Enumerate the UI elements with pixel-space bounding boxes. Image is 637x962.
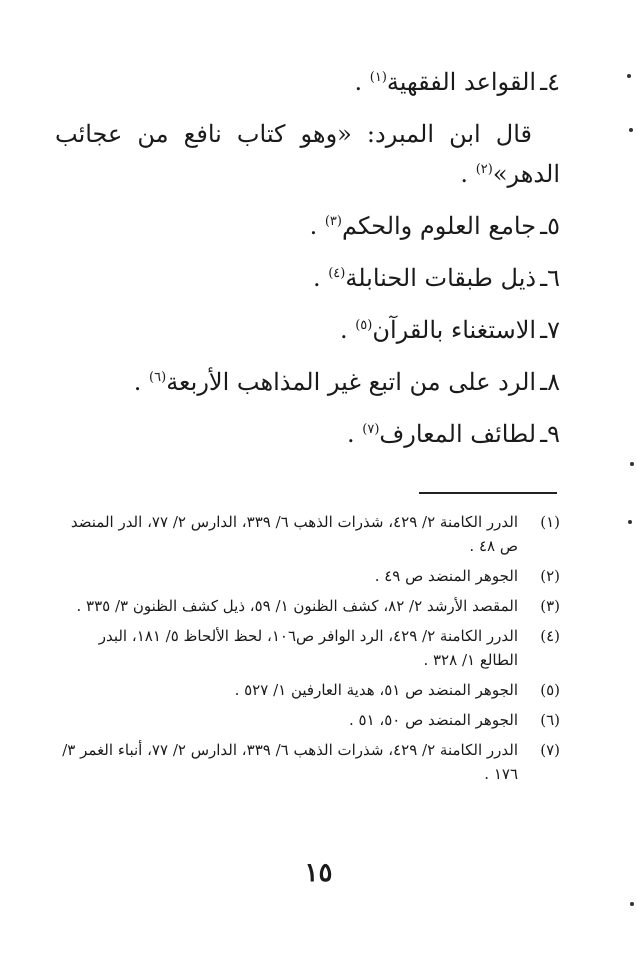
item-title: الاستغناء بالقرآن [372,316,537,344]
list-item-7 [55,310,560,350]
item-number: ٥ـ [540,212,560,240]
footnote-ref: (٣) [324,214,342,229]
footnote-text: الدرر الكامنة ٢/ ٤٢٩، الرد الوافر ص١٠٦، لحظ الألحاظ ٥/ ١٨١، البدر الطالع ١/ ٣٢٨ . [98,627,518,669]
quote-end: . [460,160,476,188]
item-end: . [346,420,363,448]
footnote-separator [419,492,557,494]
item-title: لطائف المعارف [379,420,537,448]
footnote-ref: (٤) [328,266,346,281]
footnote-label: (٤) [540,627,560,645]
footnote-text: الجوهر المنضد ص ٥٠، ٥١ . [348,711,518,729]
footnote-text: الجوهر المنضد ص ٤٩ . [374,567,518,585]
item-number: ٩ـ [540,420,560,448]
footnote-label: (٣) [540,597,560,615]
item-number: ٦ـ [540,264,560,292]
item-end: . [309,212,325,240]
footnote-3 [58,594,560,618]
main-text [55,62,560,466]
list-item-6 [55,258,560,298]
scan-mark [629,128,633,132]
item-number: ٨ـ [540,368,560,396]
item-number: ٧ـ [540,316,560,344]
footnote-ref: (٦) [149,370,167,385]
quote-line-2-text: الدهر» [492,160,560,188]
footnote-7 [58,738,560,786]
footnote-label: (٧) [540,741,560,759]
footnote-text: الدرر الكامنة ٢/ ٤٢٩، شذرات الذهب ٦/ ٣٣٩، الدارس ٢/ ٧٧، الدر المنضد ص ٤٨ . [70,513,518,555]
footnote-text: الدرر الكامنة ٢/ ٤٢٩، شذرات الذهب ٦/ ٣٣٩، الدارس ٢/ ٧٧، أنباء الغمر ٣/ ١٧٦ . [62,741,518,783]
scan-mark [630,462,634,466]
footnote-label: (٥) [540,681,560,699]
quote-line-1: قال ابن المبرد: «وهو كتاب نافع من عجائب [55,120,532,148]
footnote-label: (٢) [540,567,560,585]
footnotes [58,510,560,792]
item-end: . [133,368,150,396]
item-number: ٤ـ [540,68,560,96]
footnote-ref: (٢) [475,162,493,177]
footnote-1 [58,510,560,558]
footnote-label: (٦) [540,711,560,729]
footnote-ref: (٧) [362,422,380,437]
footnote-text: المقصد الأرشد ٢/ ٨٢، كشف الظنون ١/ ٥٩، ذيل كشف الظنون ٣/ ٣٣٥ . [76,597,518,615]
item-title: ذيل طبقات الحنابلة [345,264,537,292]
scan-mark [630,902,634,906]
item-end: . [339,316,356,344]
scan-mark [627,74,631,78]
footnote-ref: (١) [369,70,387,85]
item-title: الرد على من اتبع غير المذاهب الأربعة [166,368,537,396]
item-end: . [354,68,370,96]
item-end: . [312,264,329,292]
footnote-5 [58,678,560,702]
footnote-2 [58,564,560,588]
quote-line-2 [55,154,560,194]
page-number: ١٥ [304,858,333,888]
footnote-4 [58,624,560,672]
list-item-4 [55,62,560,102]
scan-mark [628,520,632,524]
footnote-ref: (٥) [355,318,373,333]
list-item-9 [55,414,560,454]
list-item-8 [55,362,560,402]
item-title: جامع العلوم والحكم [341,212,537,240]
item-title: القواعد الفقهية [386,68,537,96]
quote-block [55,114,560,194]
footnote-text: الجوهر المنضد ص ٥١، هدية العارفين ١/ ٥٢٧ . [234,681,518,699]
footnote-label: (١) [540,513,560,531]
list-item-5 [55,206,560,246]
footnote-6 [58,708,560,732]
